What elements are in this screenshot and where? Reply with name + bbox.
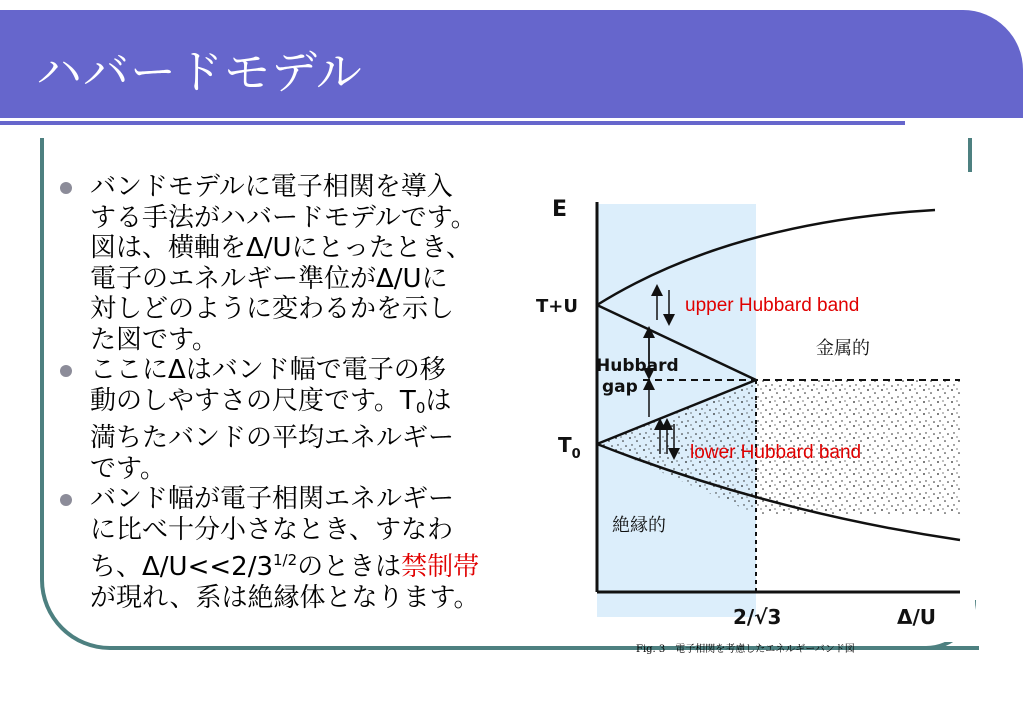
bullet-line: 動のしやすさの尺度です。T	[90, 385, 416, 416]
bullet-line: が現れ、系は絶縁体となります。	[90, 582, 480, 613]
bullet-item	[60, 172, 530, 355]
upper-band-label: upper Hubbard band	[685, 295, 860, 316]
bullet-line: は	[425, 385, 452, 416]
bullet-line: ち、Δ/U<<2/3	[90, 552, 273, 582]
x-tick-label: 2/√3	[733, 605, 782, 629]
bullet-line: に比べ十分小さなとき、すなわ	[90, 514, 453, 545]
bullet-line: ここにΔはバンド幅で電子の移	[90, 355, 446, 385]
x-axis-label: Δ/U	[897, 605, 937, 629]
bullet-line: のときは	[297, 552, 402, 582]
title-bar	[0, 10, 1023, 118]
t0-label	[558, 433, 581, 462]
y-axis-label: E	[552, 197, 568, 222]
metal-label: 金属的	[816, 338, 870, 359]
figure-caption: Fig. 3 電子相関を考慮したエネルギーバンド図	[636, 644, 855, 655]
bullet-line: 電子のエネルギー準位がΔ/Uに	[90, 263, 448, 294]
slide-title: ハバードモデル	[36, 45, 363, 99]
bullet-dot-icon	[60, 494, 72, 506]
bullet-line: する手法がハバードモデルです。	[90, 202, 477, 233]
lower-band-label: lower Hubbard band	[690, 442, 862, 463]
bullet-line: です。	[90, 453, 166, 484]
t0-symbol: T	[558, 433, 572, 457]
bullet-line: バンド幅が電子相関エネルギー	[90, 484, 455, 514]
t-plus-u-label: T+U	[536, 296, 578, 317]
hubbard-label: Hubbard	[596, 356, 679, 376]
title-rule	[0, 121, 905, 125]
bullet-line: た図です。	[90, 324, 218, 355]
t0-subscript: 0	[571, 447, 581, 462]
insulator-label: 絶縁的	[612, 515, 666, 536]
bullet-item	[60, 355, 530, 484]
bullet-dot-icon	[60, 365, 72, 377]
hubbard-band-figure	[530, 172, 975, 642]
band-diagram-svg	[530, 172, 975, 642]
bullet-list	[60, 172, 530, 613]
bullet-dot-icon	[60, 182, 72, 194]
bullet-line: 図は、横軸をΔ/Uにとったとき、	[90, 233, 473, 263]
subscript: 0	[415, 398, 426, 417]
bullet-line: バンドモデルに電子相関を導入	[90, 172, 453, 202]
bullet-item	[60, 484, 530, 613]
forbidden-band-highlight: 禁制帯	[401, 552, 480, 582]
bullet-line: 対しどのように変わるかを示し	[90, 294, 455, 324]
gap-label: gap	[602, 377, 638, 397]
bullet-line: 満ちたバンドの平均エネルギー	[90, 423, 455, 453]
superscript: 1/2	[273, 551, 298, 569]
